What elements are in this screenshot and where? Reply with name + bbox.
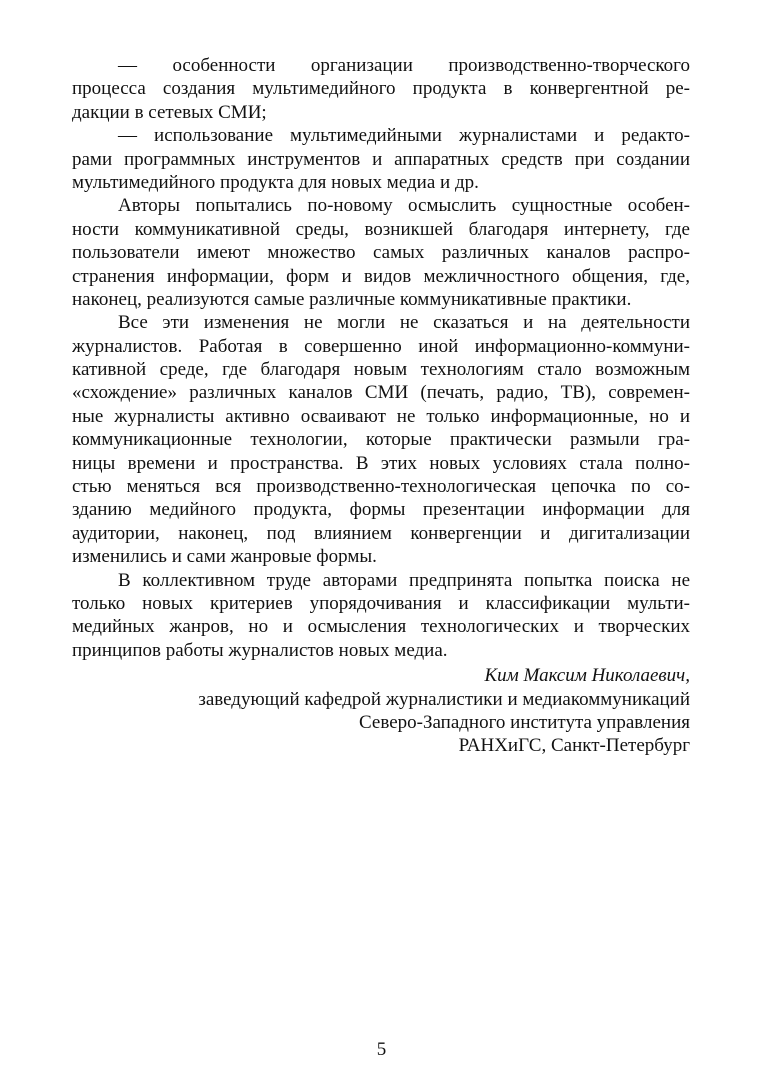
text-line: принципов работы журналистов новых медиа. xyxy=(72,639,448,661)
text-line: Авторы попытались по-новому осмыслить сущностные особен- xyxy=(118,195,690,217)
text-line: аудитории, наконец, под влиянием конвергенции и дигитализации xyxy=(72,522,690,544)
text-line: дакции в сетевых СМИ; xyxy=(72,101,267,123)
text-line: только новых критериев упорядочивания и классификации мульти- xyxy=(72,592,690,614)
text-line: мультимедийного продукта для новых медиа и др. xyxy=(72,171,479,193)
paragraph-2 xyxy=(72,124,690,194)
text-line: — особенности организации производственно-творческого xyxy=(118,55,690,76)
paragraph-3 xyxy=(72,194,690,311)
text-line: журналистов. Работая в совершенно иной информационно-коммуни- xyxy=(72,335,690,357)
text-line: ные журналисты активно осваивают не только информационные, но и xyxy=(72,405,690,427)
text-line: Все эти изменения не могли не сказаться и на деятельности xyxy=(118,312,690,334)
author-organization: РАНХиГС, Санкт-Петербург xyxy=(458,735,690,757)
text-line: — использование мультимедийными журналистами и редакто- xyxy=(118,125,690,147)
author-position: заведующий кафедрой журналистики и медиакоммуникаций xyxy=(198,688,690,710)
text-line: стью меняться вся производственно-технологическая цепочка по со- xyxy=(72,476,690,498)
text-line: коммуникационные технологии, которые практически размыли гра- xyxy=(72,429,690,451)
text-line: пользователи имеют множество самых различных каналов распро- xyxy=(72,242,690,264)
author-signature xyxy=(72,664,690,758)
text-line: кативной среде, где благодаря новым технологиям стало возможным xyxy=(72,359,690,381)
text-line: зданию медийного продукта, формы презентации информации для xyxy=(72,499,690,521)
paragraph-5 xyxy=(72,569,690,663)
text-line: ности коммуникативной среды, возникшей благодаря интернету, где xyxy=(72,218,690,240)
text-line: ницы времени и пространства. В этих новых условиях стала полно- xyxy=(72,452,690,474)
text-line: рами программных инструментов и аппаратных средств при создании xyxy=(72,148,690,170)
text-line: наконец, реализуются самые различные коммуникативные практики. xyxy=(72,288,632,310)
text-line: странения информации, форм и видов межличностного общения, где, xyxy=(72,265,690,287)
paragraph-1 xyxy=(72,54,690,124)
text-line: «схождение» различных каналов СМИ (печать, радио, ТВ), современ- xyxy=(72,382,690,404)
text-line: медийных жанров, но и осмысления технологических и творческих xyxy=(72,616,690,638)
page-number: 5 xyxy=(376,1039,387,1060)
paragraph-4 xyxy=(72,311,690,568)
author-institute: Северо-Западного института управления xyxy=(359,711,690,733)
text-line: В коллективном труде авторами предпринята попытка поиска не xyxy=(118,569,690,591)
text-line: изменились и сами жанровые формы. xyxy=(72,546,377,568)
body-text xyxy=(72,54,690,758)
text-line: процесса создания мультимедийного продукта в конвергентной ре- xyxy=(72,78,690,100)
author-name: Ким Максим Николаевич, xyxy=(484,665,690,687)
